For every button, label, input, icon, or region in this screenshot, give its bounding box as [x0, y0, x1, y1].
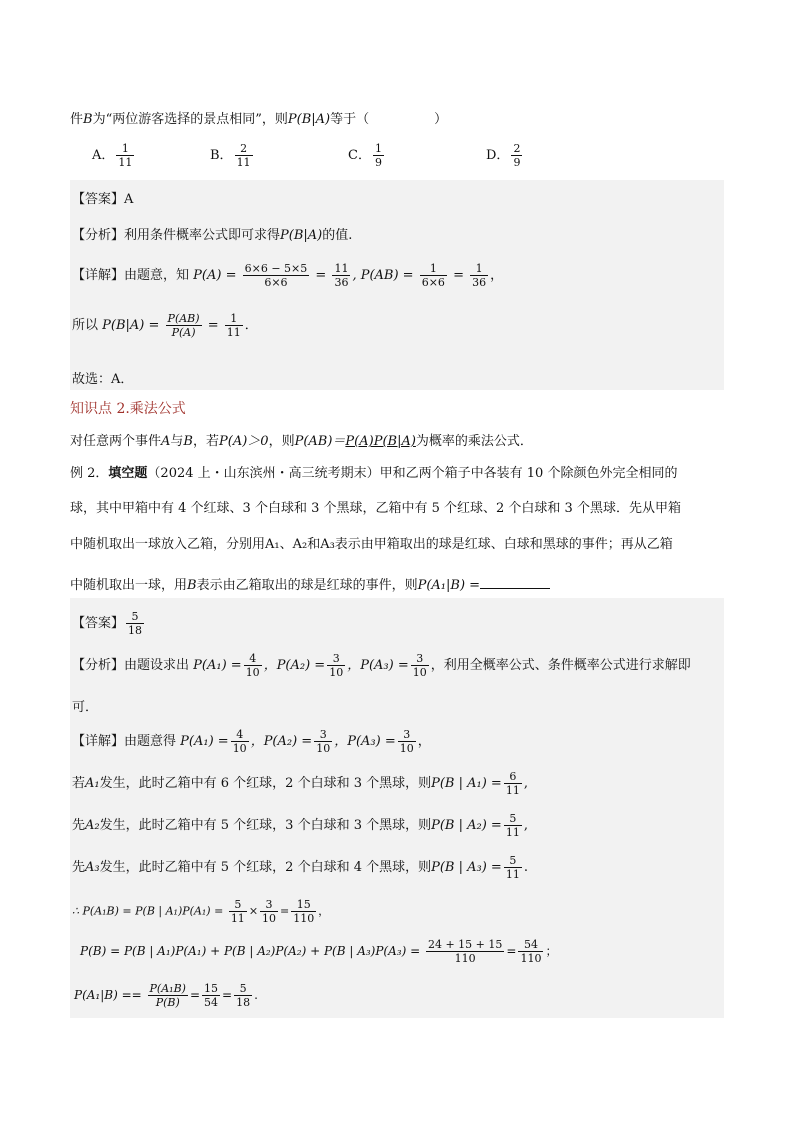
answer-blank[interactable]	[480, 576, 550, 589]
example-2-line-4: 中随机取出一球，用B表示由乙箱取出的球是红球的事件，则P(A₁|B) =	[70, 574, 550, 593]
detail-1-line-1: 【详解】由题意，知 P(A) = $\frac{6\times 6 - 5\times 5}{6\times 6}$ = $\frac{11}{36}$ , P(AB) = $\frac{1}{6\times 6}$ = $\frac{1}{36}$ ，	[72, 262, 504, 289]
option-b: B． $\frac{2}{11}$	[210, 142, 251, 169]
formula-1: ∴ P(A₁B) = P(B | A₁)P(A₁) = $\frac{5}{11}$ × $\frac{3}{10}$ = $\frac{15}{110}$ ，	[72, 898, 330, 925]
answer-2: 【答案】 $\frac{5}{18}$	[72, 610, 143, 637]
detail-2-case-3: 先A₃发生，此时乙箱中有 5 个红球，2 个白球和 4 个黑球，则P(B | A₃) = $\frac{5}{11}$ .	[72, 854, 528, 881]
option-d: D． $\frac{2}{9}$	[486, 142, 521, 169]
answer-1: 【答案】A	[72, 192, 134, 207]
choice-1: 故选：A．	[72, 372, 134, 387]
option-c: C． $\frac{1}{9}$	[348, 142, 382, 169]
detail-2-case-1: 若A₁发生，此时乙箱中有 6 个红球，2 个白球和 3 个黑球，则P(B | A₁) = $\frac{6}{11}$ ,	[72, 770, 528, 797]
question-stem: 件B为“两位游客选择的景点相同”，则P(B|A)等于（ ）	[70, 112, 448, 127]
knowledge-title: 知识点 2.乘法公式	[70, 401, 186, 417]
formula-3: P(A₁|B) == $\frac{\text{P(A₁B)}}{P(B)}$ = $\frac{15}{54}$ = $\frac{5}{18}$ .	[74, 982, 258, 1009]
formula-2: P(B) = P(B | A₁)P(A₁) + P(B | A₂)P(A₂) + P(B | A₃)P(A₃) = $\frac{24 + 15 + 15}{110}$ = $\frac{54}{110}$ ；	[80, 938, 558, 965]
analysis-1: 【分析】利用条件概率公式即可求得P(B|A)的值.	[72, 228, 353, 243]
detail-1-line-2: 所以 P(B|A) = $\frac{P(AB)}{P(A)}$ = $\frac{1}{11}$ ．	[72, 312, 258, 339]
analysis-2-line-1: 【分析】由题设求出 P(A₁) = $\frac{4}{10}$ ，P(A₂) = $\frac{3}{10}$ ，P(A₃) = $\frac{3}{10}$ ，利用全概率公式、条件概率公式进行求解即	[72, 652, 691, 679]
analysis-2-line-2: 可．	[72, 700, 99, 715]
example-2-line-3: 中随机取出一球放入乙箱，分别用A₁、A₂和A₃表示由甲箱取出的球是红球、白球和黑球的事件；再从乙箱	[70, 537, 673, 552]
detail-2-line-1: 【详解】由题意得 P(A₁) = $\frac{4}{10}$ ，P(A₂) = $\frac{3}{10}$ ，P(A₃) = $\frac{3}{10}$ ，	[72, 728, 431, 755]
example-2-line-1: 例 2．填空题（2024 上・山东滨州・高三统考期末）甲和乙两个箱子中各装有 10 个除颜色外完全相同的	[70, 466, 678, 481]
detail-2-case-2: 先A₂发生，此时乙箱中有 5 个红球，3 个白球和 3 个黑球，则P(B | A₂) = $\frac{5}{11}$ ,	[72, 812, 528, 839]
example-2-line-2: 球，其中甲箱中有 4 个红球、3 个白球和 3 个黑球，乙箱中有 5 个红球、2 个白球和 3 个黑球．先从甲箱	[70, 501, 681, 516]
knowledge-definition: 对任意两个事件A与B，若P(A)＞0，则P(AB)＝P(A)P(B|A)为概率的乘法公式．	[70, 434, 533, 449]
option-a: A． $\frac{1}{11}$	[92, 142, 133, 169]
